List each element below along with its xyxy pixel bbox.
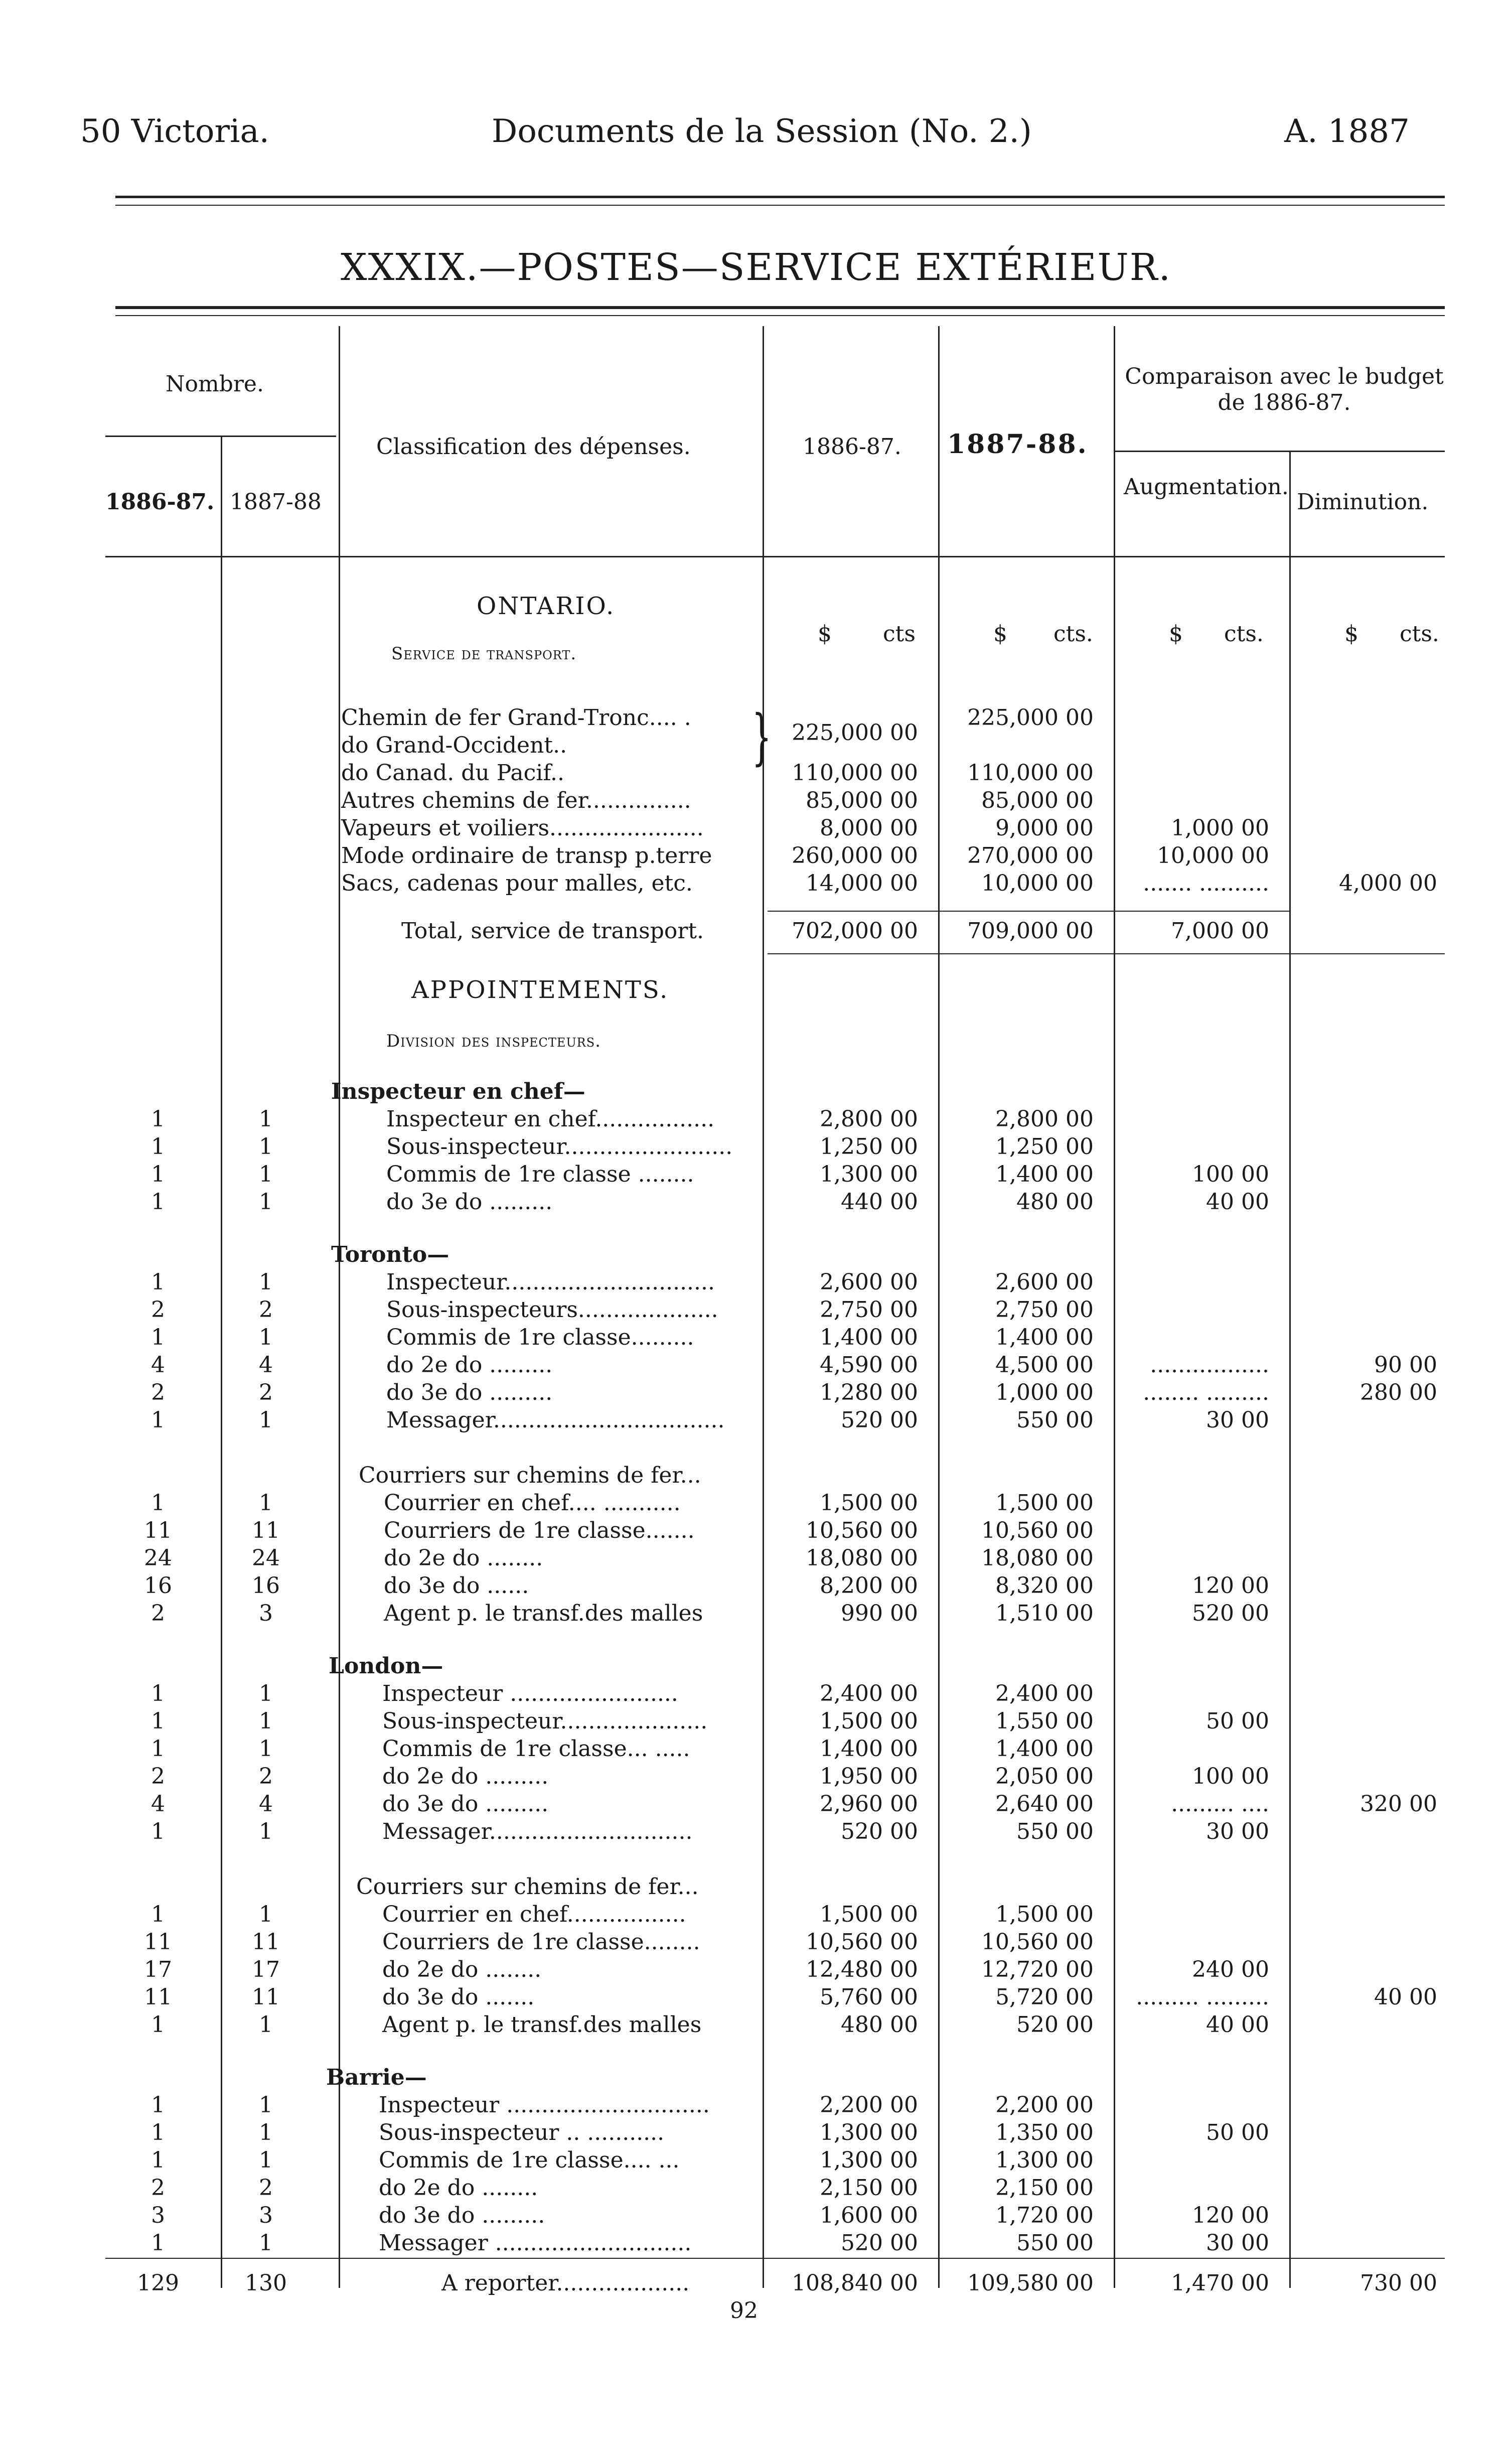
staff-b2: 1,400 00 <box>995 1736 1094 1762</box>
staff-label: Inspecteur ........................ <box>382 1681 678 1706</box>
staff-b2: 1,400 00 <box>995 1162 1094 1187</box>
transport-aug: ....... .......... <box>1143 871 1269 896</box>
staff-b1: 1,500 00 <box>820 1490 918 1516</box>
group-courriers-toronto: Courriers sur chemins de fer... <box>359 1463 701 1488</box>
staff-b1: 8,200 00 <box>820 1573 918 1599</box>
count-1886: 1 <box>151 1325 165 1350</box>
count-1887: 4 <box>259 1352 273 1378</box>
count-1887: 1 <box>259 2230 273 2256</box>
brace-icon: } <box>752 702 772 772</box>
count-1886: 2 <box>151 1380 165 1405</box>
count-1886: 3 <box>151 2203 165 2228</box>
staff-b2: 550 00 <box>1016 1819 1094 1844</box>
transport-label: Vapeurs et voiliers...................... <box>341 815 704 841</box>
group-barrie: Barrie— <box>326 2065 427 2090</box>
staff-b1: 1,280 00 <box>820 1380 918 1405</box>
staff-b2: 10,560 00 <box>981 1929 1094 1955</box>
staff-b1: 10,560 00 <box>806 1929 918 1955</box>
staff-b2: 1,500 00 <box>995 1902 1094 1927</box>
transport-label: do Canad. du Pacif.. <box>341 760 565 786</box>
section-ontario: ONTARIO. <box>477 592 616 620</box>
staff-b1: 520 00 <box>841 1819 918 1844</box>
count-1886: 17 <box>144 1957 172 1982</box>
staff-b2: 550 00 <box>1016 1407 1094 1433</box>
staff-b2: 4,500 00 <box>995 1352 1094 1378</box>
transport-label: Chemin de fer Grand-Tronc.... . <box>341 705 691 731</box>
staff-b2: 550 00 <box>1016 2230 1094 2256</box>
vline-b2 <box>938 326 940 2288</box>
count-1886: 1 <box>151 1902 165 1927</box>
transport-b2: 9,000 00 <box>995 815 1094 841</box>
dollar-b1: $ <box>818 621 832 647</box>
staff-dim: 320 00 <box>1360 1791 1437 1817</box>
count-1887: 3 <box>259 2203 273 2228</box>
count-1886: 1 <box>151 2230 165 2256</box>
count-1887: 1 <box>259 2092 273 2118</box>
transport-dim: 4,000 00 <box>1339 871 1437 896</box>
title-rule-thin <box>115 315 1445 316</box>
count-1886: 11 <box>144 1984 172 2010</box>
count-1887: 1 <box>259 1407 273 1433</box>
count-1886: 1 <box>151 2120 165 2145</box>
staff-label: Sous-inspecteur..................... <box>382 1708 708 1734</box>
count-1887: 1 <box>259 1162 273 1187</box>
footer-b1: 108,840 00 <box>792 2270 918 2296</box>
count-1887: 1 <box>259 1106 273 1132</box>
staff-b1: 1,500 00 <box>820 1708 918 1734</box>
staff-label: do 2e do ........ <box>384 1545 543 1571</box>
count-1886: 1 <box>151 1106 165 1132</box>
staff-aug: 100 00 <box>1192 1764 1269 1789</box>
col-year-1: 1886-87. <box>105 489 215 515</box>
staff-b1: 520 00 <box>841 1407 918 1433</box>
footer-dim: 730 00 <box>1360 2270 1437 2296</box>
count-1887: 1 <box>259 1269 273 1295</box>
staff-b1: 1,400 00 <box>820 1736 918 1762</box>
dollar-aug: $ <box>1169 621 1183 647</box>
header-rule <box>115 196 1445 198</box>
count-1886: 2 <box>151 1601 165 1626</box>
count-1886: 1 <box>151 1407 165 1433</box>
count-1886: 2 <box>151 1297 165 1323</box>
staff-label: Agent p. le transf.des malles <box>382 2012 702 2038</box>
count-1886: 1 <box>151 1708 165 1734</box>
staff-b1: 1,300 00 <box>820 2120 918 2145</box>
transport-label: Sacs, cadenas pour malles, etc. <box>341 871 693 896</box>
comparaison-rule <box>1114 451 1445 452</box>
staff-b1: 1,400 00 <box>820 1325 918 1350</box>
count-1887: 1 <box>259 1736 273 1762</box>
staff-label: Courrier en chef................. <box>382 1902 686 1927</box>
staff-label: Courriers de 1re classe....... <box>384 1518 695 1543</box>
col-budget-2: 1887-88. <box>947 429 1088 460</box>
group-london: London— <box>329 1653 443 1679</box>
staff-b2: 2,400 00 <box>995 1681 1094 1706</box>
count-1887: 1 <box>259 1902 273 1927</box>
staff-b1: 1,600 00 <box>820 2203 918 2228</box>
staff-b1: 990 00 <box>841 1601 918 1626</box>
staff-b2: 2,600 00 <box>995 1269 1094 1295</box>
count-1886: 11 <box>144 1929 172 1955</box>
group-toronto: Toronto— <box>331 1242 449 1267</box>
staff-label: Courriers de 1re classe........ <box>382 1929 700 1955</box>
count-1887: 1 <box>259 1708 273 1734</box>
count-1887: 11 <box>252 1518 280 1543</box>
transport-b1: 85,000 00 <box>806 788 918 813</box>
count-1886: 2 <box>151 1764 165 1789</box>
col-diminution: Diminution. <box>1297 489 1429 515</box>
staff-b1: 1,300 00 <box>820 2147 918 2173</box>
transport-label: Autres chemins de fer............... <box>341 788 691 813</box>
staff-b1: 1,250 00 <box>820 1134 918 1160</box>
transport-label: do Grand-Occident.. <box>341 733 567 758</box>
staff-b2: 1,400 00 <box>995 1325 1094 1350</box>
staff-b1: 440 00 <box>841 1189 918 1215</box>
staff-label: do 3e do ......... <box>386 1380 553 1405</box>
staff-label: Messager............................. <box>382 1819 693 1844</box>
transport-aug: 7,000 00 <box>1171 918 1269 944</box>
staff-b1: 520 00 <box>841 2230 918 2256</box>
staff-aug: 40 00 <box>1206 2012 1269 2038</box>
staff-label: Sous-inspecteurs.................... <box>386 1297 718 1323</box>
count-1887: 2 <box>259 1380 273 1405</box>
count-1887: 2 <box>259 1764 273 1789</box>
staff-label: do 3e do ....... <box>382 1984 535 2010</box>
transport-aug: 1,000 00 <box>1171 815 1269 841</box>
transport-label: Mode ordinaire de transp p.terre <box>341 843 712 869</box>
cts-b2: cts. <box>1053 621 1093 647</box>
staff-b2: 1,350 00 <box>995 2120 1094 2145</box>
transport-b2: 225,000 00 <box>967 705 1094 731</box>
staff-aug: 30 00 <box>1206 1819 1269 1844</box>
staff-label: Commis de 1re classe......... <box>386 1325 694 1350</box>
count-1887: 24 <box>252 1545 280 1571</box>
staff-b2: 2,200 00 <box>995 2092 1094 2118</box>
total-rule-top <box>768 911 1289 912</box>
count-1887: 1 <box>259 2120 273 2145</box>
count-1887: 2 <box>259 2175 273 2201</box>
staff-b2: 10,560 00 <box>981 1518 1094 1543</box>
staff-b1: 10,560 00 <box>806 1518 918 1543</box>
staff-aug: 40 00 <box>1206 1189 1269 1215</box>
staff-dim: 90 00 <box>1374 1352 1437 1378</box>
staff-label: Sous-inspecteur........................ <box>386 1134 733 1160</box>
staff-label: Agent p. le transf.des malles <box>384 1601 703 1626</box>
staff-b2: 1,510 00 <box>995 1601 1094 1626</box>
group-chef: Inspecteur en chef— <box>331 1079 585 1104</box>
footer-rule <box>105 2258 1445 2259</box>
staff-b1: 1,500 00 <box>820 1902 918 1927</box>
page-title: XXXIX.—POSTES—SERVICE EXTÉRIEUR. <box>341 246 1171 289</box>
staff-aug: ................. <box>1150 1352 1269 1378</box>
staff-b2: 2,150 00 <box>995 2175 1094 2201</box>
staff-b2: 1,300 00 <box>995 2147 1094 2173</box>
count-1886: 1 <box>151 1134 165 1160</box>
transport-b1: 260,000 00 <box>792 843 918 869</box>
staff-aug: 50 00 <box>1206 2120 1269 2145</box>
staff-b1: 5,760 00 <box>820 1984 918 2010</box>
staff-b1: 2,400 00 <box>820 1681 918 1706</box>
footer-aug: 1,470 00 <box>1171 2270 1269 2296</box>
staff-b1: 2,600 00 <box>820 1269 918 1295</box>
count-1886: 1 <box>151 2147 165 2173</box>
staff-label: do 3e do ......... <box>379 2203 545 2228</box>
count-1886: 2 <box>151 2175 165 2201</box>
col-budget-1: 1886-87. <box>803 434 901 460</box>
count-1887: 11 <box>252 1984 280 2010</box>
count-1886: 1 <box>151 1681 165 1706</box>
transport-b1: 225,000 00 <box>792 720 918 746</box>
transport-b1: 14,000 00 <box>806 871 918 896</box>
staff-b2: 2,750 00 <box>995 1297 1094 1323</box>
staff-label: Inspecteur.............................. <box>386 1269 715 1295</box>
staff-aug: 100 00 <box>1192 1162 1269 1187</box>
count-1886: 1 <box>151 1162 165 1187</box>
footer-b2: 109,580 00 <box>967 2270 1094 2296</box>
count-1887: 17 <box>252 1957 280 1982</box>
footer-count-2: 130 <box>245 2270 287 2296</box>
count-1886: 16 <box>144 1573 172 1599</box>
staff-label: Messager ............................ <box>379 2230 692 2256</box>
staff-label: Commis de 1re classe.... ... <box>379 2147 680 2173</box>
col-comparaison: Comparaison avec le budget de 1886-87. <box>1125 364 1444 415</box>
count-1886: 1 <box>151 2092 165 2118</box>
staff-label: do 2e do ........ <box>382 1957 542 1982</box>
count-1887: 2 <box>259 1297 273 1323</box>
staff-b1: 480 00 <box>841 2012 918 2038</box>
header-rule-thin <box>115 205 1445 206</box>
staff-label: Commis de 1re classe... ..... <box>382 1736 690 1762</box>
section-division: Division des inspecteurs. <box>386 1031 601 1051</box>
staff-b1: 2,960 00 <box>820 1791 918 1817</box>
staff-label: do 2e do ........ <box>379 2175 538 2201</box>
staff-dim: 40 00 <box>1374 1984 1437 2010</box>
transport-b2: 85,000 00 <box>981 788 1094 813</box>
staff-label: do 2e do ......... <box>382 1764 549 1789</box>
count-1886: 1 <box>151 1269 165 1295</box>
staff-b2: 1,500 00 <box>995 1490 1094 1516</box>
staff-aug: ........ ......... <box>1143 1380 1269 1405</box>
staff-label: Inspecteur en chef................. <box>386 1106 715 1132</box>
staff-b1: 2,750 00 <box>820 1297 918 1323</box>
section-transport: Service de transport. <box>391 644 577 664</box>
staff-b2: 12,720 00 <box>981 1957 1094 1982</box>
staff-b1: 4,590 00 <box>820 1352 918 1378</box>
nombre-rule <box>105 436 336 437</box>
count-1886: 1 <box>151 1189 165 1215</box>
staff-b2: 1,550 00 <box>995 1708 1094 1734</box>
staff-aug: 120 00 <box>1192 2203 1269 2228</box>
transport-b2: 270,000 00 <box>967 843 1094 869</box>
staff-b1: 1,950 00 <box>820 1764 918 1789</box>
count-1886: 4 <box>151 1352 165 1378</box>
col-classification: Classification des dépenses. <box>376 434 691 460</box>
transport-label: Total, service de transport. <box>401 918 704 944</box>
staff-aug: ......... .... <box>1171 1791 1269 1817</box>
transport-b2: 10,000 00 <box>981 871 1094 896</box>
count-1887: 1 <box>259 1681 273 1706</box>
section-appointements: APPOINTEMENTS. <box>411 976 669 1004</box>
staff-aug: ......... ......... <box>1136 1984 1269 2010</box>
staff-b1: 2,800 00 <box>820 1106 918 1132</box>
count-1886: 1 <box>151 1736 165 1762</box>
col-year-2: 1887-88 <box>230 489 322 515</box>
dollar-b2: $ <box>993 621 1007 647</box>
staff-aug: 520 00 <box>1192 1601 1269 1626</box>
footer-count-1: 129 <box>137 2270 179 2296</box>
staff-dim: 280 00 <box>1360 1380 1437 1405</box>
staff-b2: 1,000 00 <box>995 1380 1094 1405</box>
staff-b1: 12,480 00 <box>806 1957 918 1982</box>
col-augmentation: Augmentation. <box>1124 474 1289 500</box>
count-1886: 1 <box>151 1490 165 1516</box>
staff-aug: 30 00 <box>1206 1407 1269 1433</box>
count-1886: 1 <box>151 1819 165 1844</box>
staff-label: do 3e do ......... <box>386 1189 553 1215</box>
staff-label: Sous-inspecteur .. ........... <box>379 2120 665 2145</box>
count-1886: 11 <box>144 1518 172 1543</box>
count-1887: 1 <box>259 1189 273 1215</box>
count-1886: 24 <box>144 1545 172 1571</box>
page-number: 92 <box>730 2298 758 2324</box>
staff-b2: 2,800 00 <box>995 1106 1094 1132</box>
group-courriers-london: Courriers sur chemins de fer... <box>356 1874 699 1900</box>
staff-label: Commis de 1re classe ........ <box>386 1162 694 1187</box>
staff-b2: 5,720 00 <box>995 1984 1094 2010</box>
staff-b2: 8,320 00 <box>995 1573 1094 1599</box>
staff-b2: 1,720 00 <box>995 2203 1094 2228</box>
transport-b1: 8,000 00 <box>820 815 918 841</box>
staff-label: Inspecteur ............................. <box>379 2092 710 2118</box>
count-1887: 16 <box>252 1573 280 1599</box>
staff-aug: 30 00 <box>1206 2230 1269 2256</box>
staff-b2: 480 00 <box>1016 1189 1094 1215</box>
count-1887: 1 <box>259 2012 273 2038</box>
dollar-dim: $ <box>1344 621 1358 647</box>
count-1887: 11 <box>252 1929 280 1955</box>
staff-b2: 18,080 00 <box>981 1545 1094 1571</box>
cts-b1: cts <box>883 621 916 647</box>
footer-label: A reporter................... <box>441 2270 690 2296</box>
title-rule <box>115 306 1445 309</box>
vline-nombre <box>221 437 222 2288</box>
staff-b2: 2,050 00 <box>995 1764 1094 1789</box>
staff-label: Messager................................. <box>386 1407 725 1433</box>
vline-class <box>339 326 340 2288</box>
count-1887: 1 <box>259 2147 273 2173</box>
staff-b2: 2,640 00 <box>995 1791 1094 1817</box>
vline-dim <box>1289 452 1291 2288</box>
count-1887: 1 <box>259 1134 273 1160</box>
header-center: Documents de la Session (No. 2.) <box>492 113 1032 150</box>
staff-b1: 18,080 00 <box>806 1545 918 1571</box>
staff-label: do 3e do ...... <box>384 1573 529 1599</box>
staff-aug: 120 00 <box>1192 1573 1269 1599</box>
staff-b1: 2,200 00 <box>820 2092 918 2118</box>
staff-aug: 240 00 <box>1192 1957 1269 1982</box>
count-1886: 1 <box>151 2012 165 2038</box>
staff-b2: 1,250 00 <box>995 1134 1094 1160</box>
header-left: 50 Victoria. <box>80 113 269 150</box>
total-rule-bottom <box>768 953 1445 954</box>
count-1886: 4 <box>151 1791 165 1817</box>
count-1887: 3 <box>259 1601 273 1626</box>
staff-label: do 3e do ......... <box>382 1791 549 1817</box>
count-1887: 1 <box>259 1325 273 1350</box>
staff-b2: 520 00 <box>1016 2012 1094 2038</box>
transport-aug: 10,000 00 <box>1157 843 1269 869</box>
count-1887: 4 <box>259 1791 273 1817</box>
header-right: A. 1887 <box>1284 113 1410 150</box>
count-1887: 1 <box>259 1490 273 1516</box>
vline-aug <box>1114 326 1115 2288</box>
staff-label: do 2e do ......... <box>386 1352 553 1378</box>
staff-b1: 2,150 00 <box>820 2175 918 2201</box>
vline-b1 <box>763 326 764 2288</box>
header-bottom-rule <box>105 556 1445 557</box>
transport-b1: 702,000 00 <box>792 918 918 944</box>
transport-b2: 709,000 00 <box>967 918 1094 944</box>
staff-aug: 50 00 <box>1206 1708 1269 1734</box>
staff-b1: 1,300 00 <box>820 1162 918 1187</box>
staff-label: Courrier en chef.... ........... <box>384 1490 681 1516</box>
cts-aug: cts. <box>1224 621 1264 647</box>
cts-dim: cts. <box>1400 621 1439 647</box>
transport-b2: 110,000 00 <box>967 760 1094 786</box>
transport-b1: 110,000 00 <box>792 760 918 786</box>
col-nombre: Nombre. <box>166 371 264 397</box>
count-1887: 1 <box>259 1819 273 1844</box>
